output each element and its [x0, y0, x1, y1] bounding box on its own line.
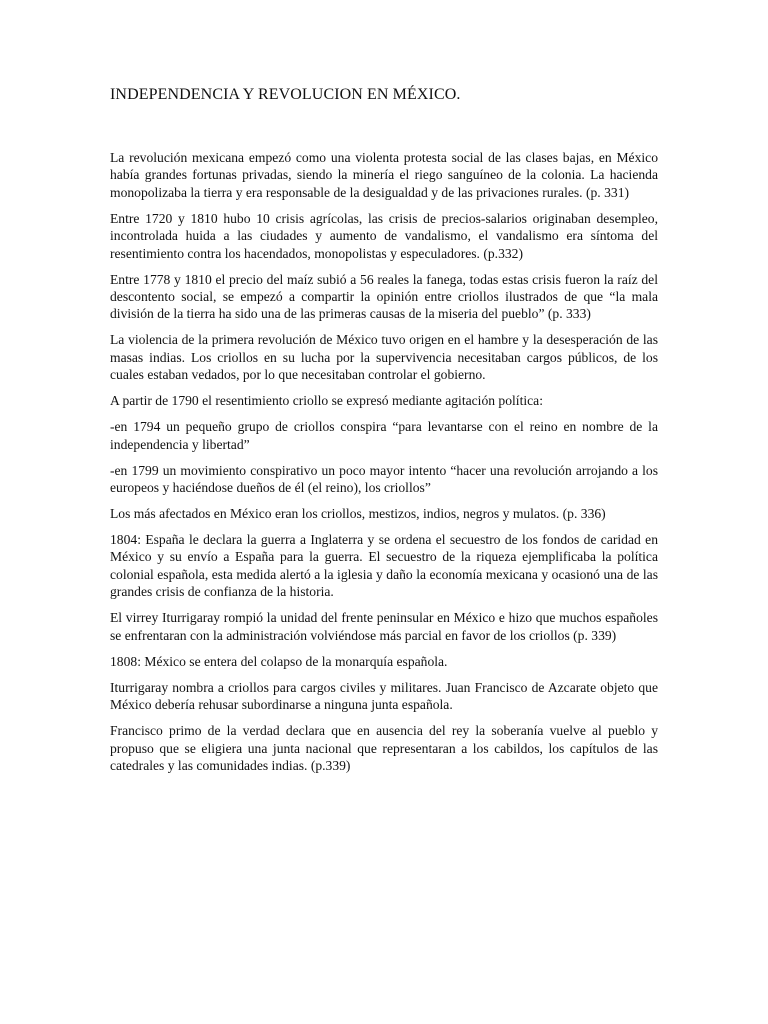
paragraph-11: 1808: México se entera del colapso de la monarquía española.	[110, 653, 448, 669]
paragraph-13: Francisco primo de la verdad declara que en ausencia del rey la soberanía vuelve al pueblo y propuso que se eligiera una junta nacional que representaran a los cabildos, los capítulos de las catedrales y las comunidades indias. (p.339)	[110, 723, 658, 773]
paragraph-7: -en 1799 un movimiento conspirativo un poco mayor intento “hacer una revolución arrojando a los europeos y haciéndose dueños de él (el reino), los criollos”	[110, 462, 658, 496]
paragraph-10: El virrey Iturrigaray rompió la unidad del frente peninsular en México e hizo que muchos españoles se enfrentaran con la administración volviéndose más parcial en favor de los criollos (p. 339)	[110, 610, 658, 643]
paragraph-3: Entre 1778 y 1810 el precio del maíz subió a 56 reales la fanega, todas estas crisis fueron la raíz del descontento social, se empezó a compartir la opinión entre criollos ilustrados de que “la mala división de la tierra ha sido una de las primeras causas de la miseria del pueblo” (p. 333)	[110, 271, 658, 322]
paragraph-1: La revolución mexicana empezó como una violenta protesta social de las clases bajas, en México había grandes fortunas privadas, siendo la minería el riego sanguíneo de la colonia. La hacienda monopolizaba la tierra y era responsable de la desigualdad y de las privaciones rurales. (p. 331)	[110, 150, 658, 200]
paragraph-5: A partir de 1790 el resentimiento criollo se expresó mediante agitación política:	[110, 393, 543, 409]
paragraph-6: -en 1794 un pequeño grupo de criollos conspira “para levantarse con el reino en nombre de la independencia y libertad”	[110, 419, 658, 452]
paragraph-4: La violencia de la primera revolución de México tuvo origen en el hambre y la desesperación de las masas indias. Los criollos en su lucha por la supervivencia necesitaban cargos públicos, de los cuales estaban vedados, por lo que necesitaban controlar el gobierno.	[110, 332, 658, 383]
paragraph-12: Iturrigaray nombra a criollos para cargos civiles y militares. Juan Francisco de Azcarate objeto que México debería rehusar subordinarse a ninguna junta española.	[110, 679, 658, 713]
paragraph-2: Entre 1720 y 1810 hubo 10 crisis agrícolas, las crisis de precios-salarios originaban desempleo, incontrolada huida a las ciudades y aumento de vandalismo, el vandalismo era síntoma del resentimiento contra los hacendados, monopolistas y especuladores. (p.332)	[110, 210, 658, 261]
paragraph-8: Los más afectados en México eran los criollos, mestizos, indios, negros y mulatos. (p. 336)	[110, 506, 606, 522]
document-title: INDEPENDENCIA Y REVOLUCION EN MÉXICO.	[110, 86, 461, 103]
paragraph-9: 1804: España le declara la guerra a Inglaterra y se ordena el secuestro de los fondos de caridad en México y su envío a España para la guerra. El secuestro de la riqueza ejemplificaba la política colonial española, esta medida alertó a la iglesia y daño la economía mexicana y ocasionó una de las grandes crisis de confianza de la historia.	[110, 532, 658, 600]
